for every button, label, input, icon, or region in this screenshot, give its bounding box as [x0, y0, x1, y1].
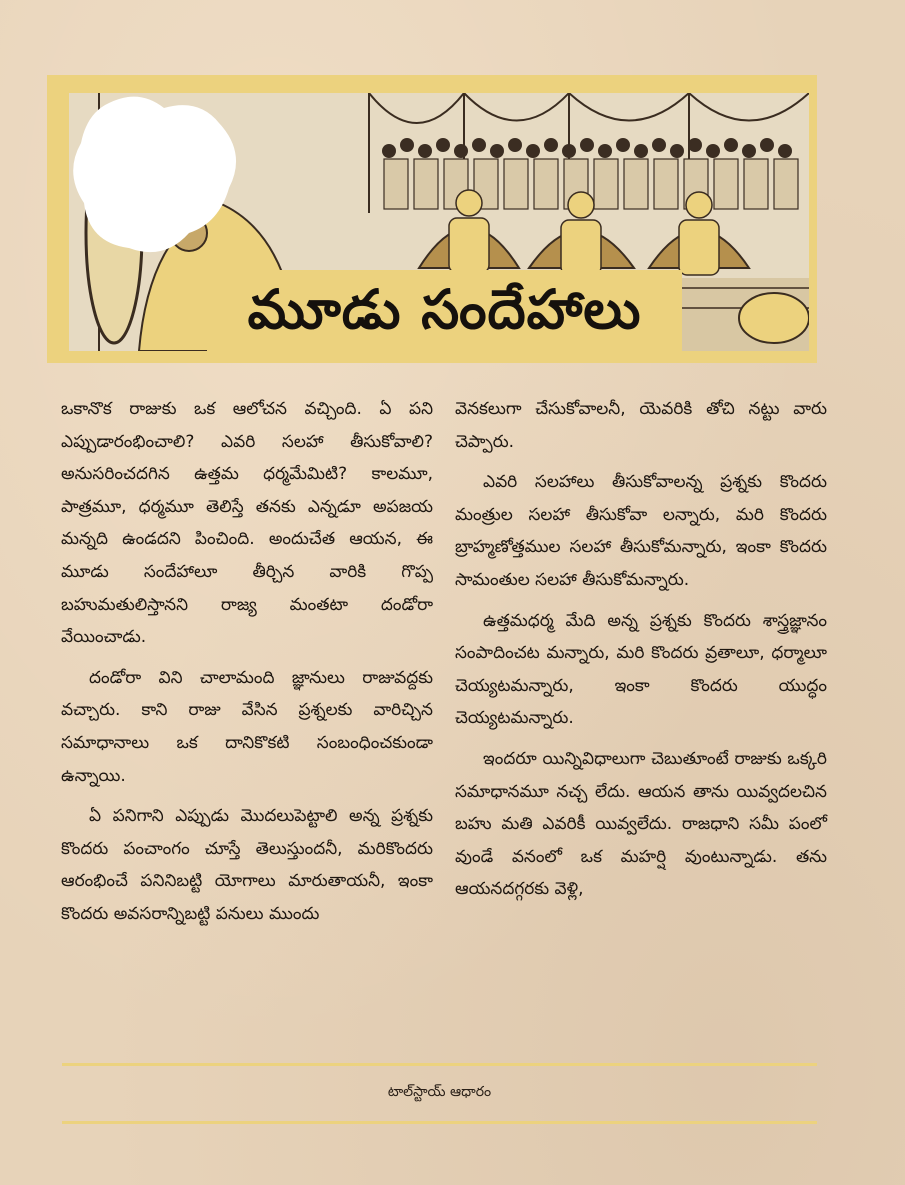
story-title: మూడు సందేహాలు: [247, 278, 642, 341]
torn-paper-hole: [69, 93, 247, 263]
paragraph: ఉత్తమధర్మ మేది అన్న ప్రశ్నకు కొందరు శాస్త్రజ్ఞానం సంపాదించట మన్నారు, మరి కొందరు వ్రతాలూ, ధర్మాలూ చెయ్యటమన్నారు, ఇంకా కొందరు యుద్ధం చెయ్యటమన్నారు.: [455, 610, 827, 729]
header-illustration-panel: [47, 75, 817, 363]
text-column-right: [455, 393, 827, 906]
title-box: [207, 270, 682, 363]
source-credit: టాల్‌స్టాయ్ ఆధారం: [387, 1084, 492, 1100]
footer-band: [62, 1063, 817, 1124]
paragraph: ఏ పనిగాని ఎప్పుడు మొదలుపెట్టాలి అన్న ప్రశ్నకు కొందరు పంచాంగం చూస్తే తెలుస్తుందనీ, మరికొందరు ఆరంభించే పనినిబట్టి యోగాలు మారుతాయనీ, ఇంకా కొందరు అవసరాన్నిబట్టి పనులు ముందు: [61, 806, 433, 924]
paragraph: వెనకలుగా చేసుకోవాలనీ, యెవరికి తోచి నట్టు వారు చెప్పారు.: [455, 399, 827, 452]
paragraph: దండోరా విని చాలామంది జ్ఞానులు రాజువద్దకు వచ్చారు. కాని రాజు వేసిన ప్రశ్నలకు వారిచ్చిన సమాధానాలు ఒక దానికొకటి సంబంధించకుండా ఉన్నాయి.: [61, 667, 433, 786]
paragraph: ఒకానొక రాజుకు ఒక ఆలోచన వచ్చింది. ఏ పని ఎప్పుడారంభించాలి? ఎవరి సలహా తీసుకోవాలి? అనుసరించదగిన ఉత్తమ ధర్మమేమిటి? కాలమూ, పాత్రమూ, ధర్మమూ తెలిస్తే తనకు ఎన్నడూ అపజయ మన్నది ఉండదని పించింది. అందుచేత ఆయన, ఈ మూడు సందేహాలూ తీర్చిన వారికి గొప్ప బహుమతులిస్తానని రాజ్య మంతటా దండోరా వేయించాడు.: [61, 399, 433, 648]
text-column-left: [61, 393, 433, 931]
paragraph: ఇందరూ యిన్నివిధాలుగా చెబుతూంటే రాజుకు ఒక్కరి సమాధానమూ నచ్చ లేదు. ఆయన తాను యివ్వదలచిన బహు మతి ఎవరికీ యివ్వలేదు. రాజధాని సమీ పంలో వుండే వనంలో ఒక మహర్షి వుంటున్నాడు. తను ఆయనదగ్గరకు వెళ్లి,: [455, 748, 827, 900]
paragraph: ఎవరి సలహాలు తీసుకోవాలన్న ప్రశ్నకు కొందరు మంత్రుల సలహా తీసుకోవా లన్నారు, మరి కొందరు బ్రాహ్మణోత్తముల సలహా తీసుకోమన్నారు, ఇంకా కొందరు సామంతుల సలహా తీసుకోమన్నారు.: [455, 472, 827, 590]
